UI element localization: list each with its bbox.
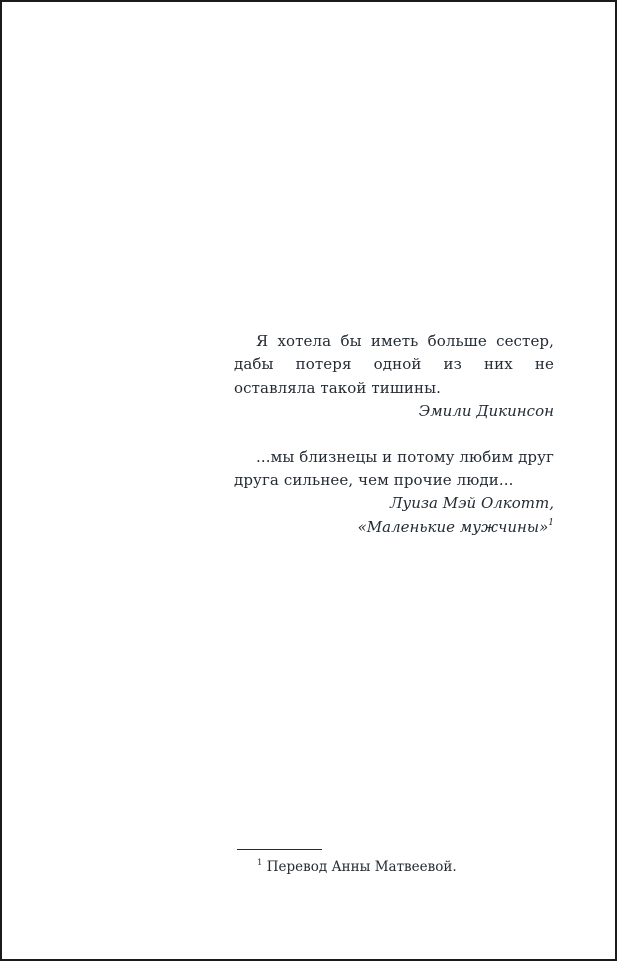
epigraph-quote-2: ...мы близнецы и потому любим друг друга сильнее, чем прочие люди... [234,447,555,490]
epigraph-attribution-1: Эмили Дикинсон [418,402,554,421]
epigraph-attribution-2-author: Луиза Мэй Олкотт, [389,494,554,513]
epigraph-block [234,330,554,539]
epigraph-book-title: «Маленькие мужчины» [357,517,549,536]
footnote-body: Перевод Анны Матвеевой. [266,859,457,875]
footnote-section [237,849,557,876]
epigraph-quote-1: Я хотела бы иметь больше сестер, дабы потеря одной из них не оставляла такой тишины. [234,332,554,397]
footnote-marker: 1 [257,857,263,868]
epigraph-attribution-2-title [234,516,554,539]
footnote-rule [237,849,322,850]
footnote-text [237,858,557,876]
footnote-reference-marker: 1 [548,517,554,528]
